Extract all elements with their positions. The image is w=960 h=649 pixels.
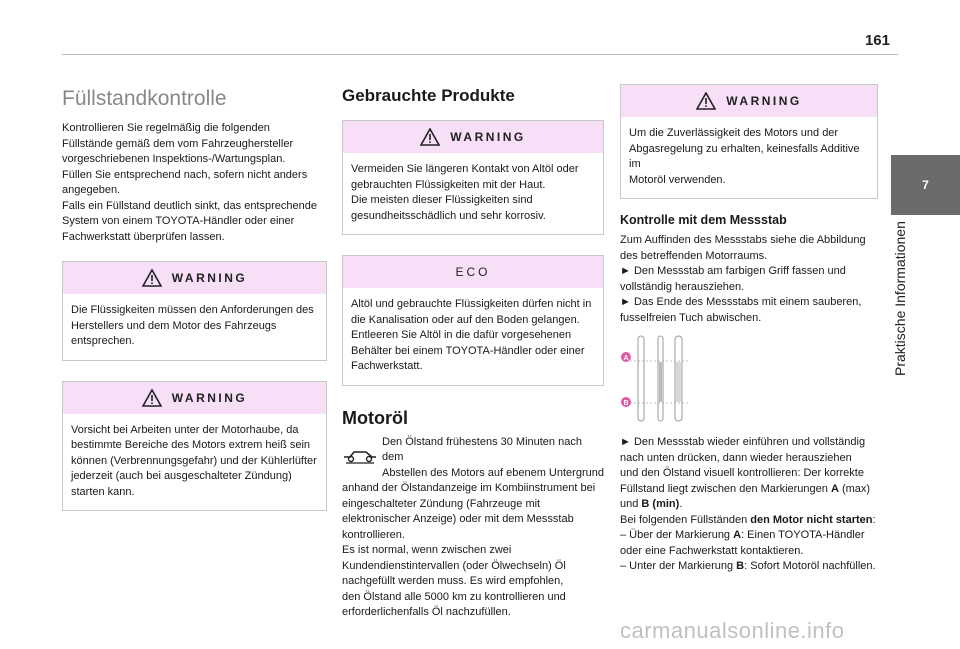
warning-triangle-icon [142,269,162,287]
dipstick-steps: Zum Auffinden des Messstabs siehe die Abbildung des betreffenden Motorraums. ► Den Messstab am farbigen Griff fassen und vollständig herausziehen. ► Das Ende des Messstabs mit einem sauberen, fusselfreien Tuch abwischen. [620,234,866,324]
section-heading: Füllstandkontrolle [62,87,227,110]
chapter-title: Praktische Informationen [892,221,908,376]
warning-label: WARNING [450,130,526,144]
watermark: carmanualsonline.info [620,618,845,643]
car-oil-icon [342,445,378,465]
warning-label: WARNING [171,271,248,285]
warning-label: WARNING [726,94,802,108]
dipstick-illustration [620,334,878,429]
chapter-tab[interactable]: 7 [891,155,960,215]
dipstick-steps-2: ► Den Messstab wieder einführen und vollständig nach unten drücken, dann wieder herausziehen und den Ölstand visuell kontrollieren: Der korrekte Füllstand liegt zwischen den Markierungen A (max) und B (min). Bei folgenden Füllständen den Motor nicht starten: – Über der Markierung A: Einen TOYOTA-Händler oder eine Fachwerkstatt kontaktieren. – Unter der Markierung B: Sofort Motoröl nachfüllen. [620,436,876,572]
column-2 [342,78,604,621]
eco-label: ECO [455,265,491,279]
mark-b-label: B [623,400,629,407]
dipstick-heading: Kontrolle mit dem Messstab [620,213,787,227]
page-number: 161 [864,32,890,49]
warning-triangle-icon [420,128,440,146]
column-3 [620,78,878,575]
motor-oil-text: Den Ölstand frühestens 30 Minuten nach dem Abstellen des Motors auf ebenem Untergrund anhand der Ölstandanzeige im Kombiinstrument bei eingeschalteter Zündung (Fahrzeuge mit elektronischer Anzeige) oder mit dem Messstab kontrollieren. Es ist normal, wenn zwischen zwei Kundendienstintervallen (oder Ölwechseln) Öl nachgefüllt werden muss. Es wird empfohlen, den Ölstand alle 5000 km zu kontrollieren und erforderlichenfalls Öl nachzufüllen. [342,435,604,618]
section-heading: Gebrauchte Produkte [342,86,515,105]
motor-oil-heading: Motoröl [342,407,408,428]
warning-box: WARNING Vermeiden Sie längeren Kontakt von Altöl oder gebrauchten Flüssigkeiten mit der Haut. Die meisten dieser Flüssigkeiten sind gesundheitsschädlich und sehr korrosiv. [342,120,604,235]
warning-triangle-icon [696,92,716,110]
intro-text: Kontrollieren Sie regelmäßig die folgenden Füllstände gemäß dem vom Fahrzeughersteller vorgeschriebenen Inspektions-/Wartungsplan. Füllen Sie entsprechend nach, sofern nicht anders angegeben. Falls ein Füllstand deutlich sinkt, das entsprechende System von einem TOYOTA-Händler oder einer Fachwerkstatt überprüfen lassen. [62,122,317,243]
warning-label: WARNING [171,390,248,405]
warning-box: WARNING Vorsicht bei Arbeiten unter der Motorhaube, da bestimmte Bereiche des Motors extrem heiß sein können (Verbrennungsgefahr) und der Kühlerlüfter jederzeit (auch bei ausgeschalteter Zündung) starten kann. [62,381,327,512]
warning-triangle-icon [142,389,162,407]
warning-box: WARNING Um die Zuverlässigkeit des Motors und der Abgasregelung zu erhalten, keinesfalls Additive im Motoröl verwenden. [620,84,878,199]
top-rule [62,54,898,55]
mark-a-label: A [623,355,629,362]
warning-box: WARNING Die Flüssigkeiten müssen den Anforderungen des Herstellers und dem Motor des Fahrzeugs entsprechen. [62,261,327,361]
eco-box: ECO Altöl und gebrauchte Flüssigkeiten dürfen nicht in die Kanalisation oder auf den Boden gelangen. Entleeren Sie Altöl in die dafür vorgesehenen Behälter bei einem TOYOTA-Händler oder einer Fachwerkstatt. [342,255,604,386]
column-1 [62,78,327,525]
